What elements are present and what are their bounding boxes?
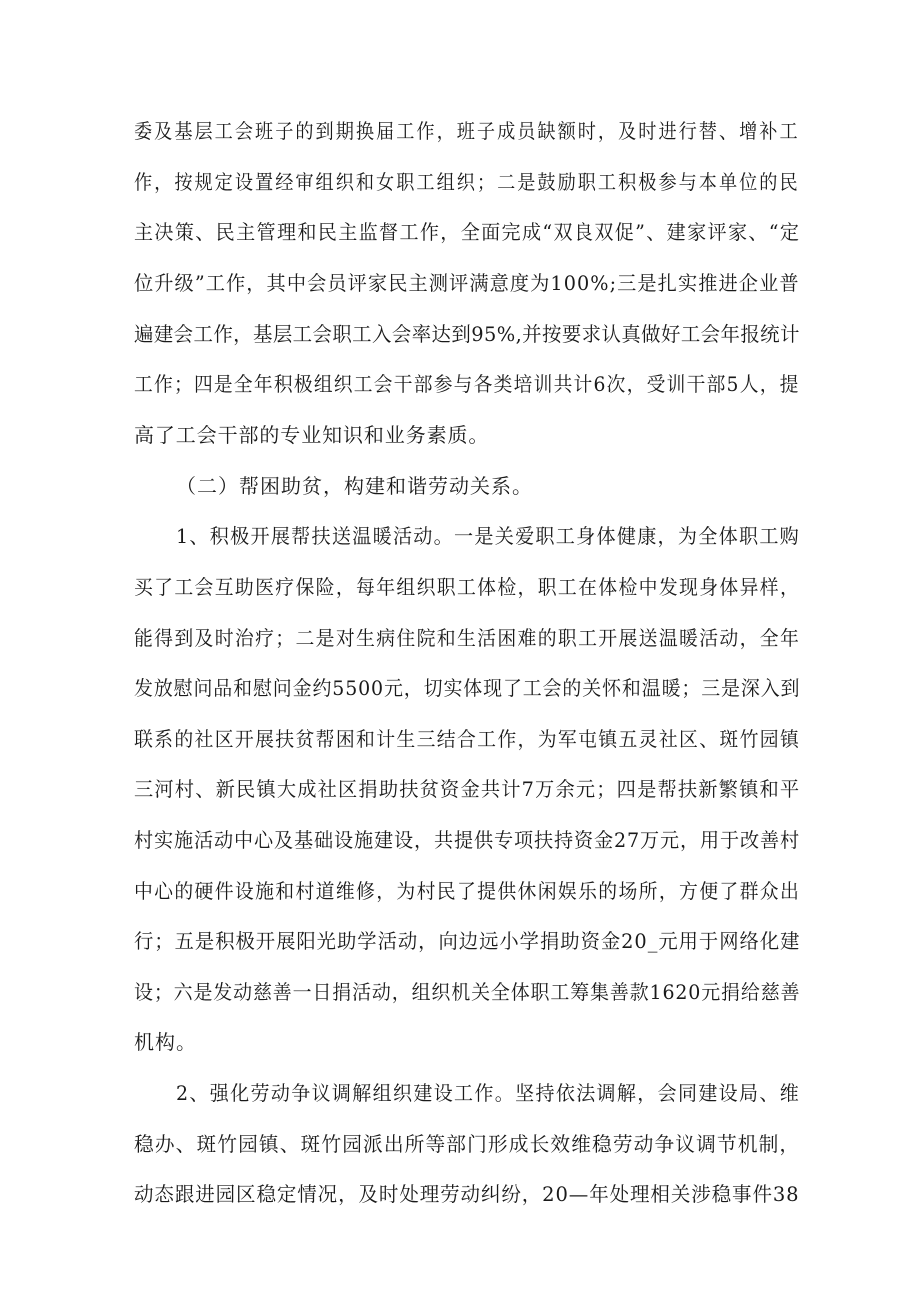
paragraph-2-line-4: 发放慰问品和慰问金约5500元，切实体现了工会的关怀和温暖；三是深入到 <box>134 676 801 700</box>
paragraph-2-line-3: 能得到及时治疗；二是对生病住院和生活困难的职工开展送温暖活动，全年 <box>134 626 801 650</box>
paragraph-3-line-1: 2、强化劳动争议调解组织建设工作。坚持依法调解，会同建设局、维 <box>176 1081 801 1105</box>
paragraph-1-line-6: 工作；四是全年积极组织工会干部参与各类培训共计6次，受训干部5人，提 <box>134 372 800 396</box>
paragraph-2-line-1: 1、积极开展帮扶送温暖活动。一是关爱职工身体健康，为全体职工购 <box>176 524 801 548</box>
paragraph-2-line-5: 联系的社区开展扶贫帮困和计生三结合工作，为军屯镇五灵社区、斑竹园镇 <box>134 727 801 751</box>
paragraph-2-line-9: 行；五是积极开展阳光助学活动，向边远小学捐助资金20_元用于网络化建 <box>134 929 801 953</box>
paragraph-3-line-2: 稳办、斑竹园镇、斑竹园派出所等部门形成长效维稳劳动争议调节机制， <box>134 1132 801 1156</box>
paragraph-3-line-3: 动态跟进园区稳定情况，及时处理劳动纠纷，20—年处理相关涉稳事件38 <box>134 1182 800 1206</box>
paragraph-2-line-11: 机构。 <box>134 1030 197 1054</box>
paragraph-2-line-10: 设；六是发动慈善一日捐活动，组织机关全体职工筹集善款1620元捐给慈善 <box>134 980 801 1004</box>
paragraph-2-line-8: 中心的硬件设施和村道维修，为村民了提供休闲娱乐的场所，方便了群众出 <box>134 879 801 903</box>
paragraph-1-line-4: 位升级”工作，其中会员评家民主测评满意度为100%;三是扎实推进企业普 <box>134 271 800 295</box>
paragraph-1-line-2: 作，按规定设置经审组织和女职工组织；二是鼓励职工积极参与本单位的民 <box>134 170 800 194</box>
paragraph-1-line-7: 高了工会干部的专业知识和业务素质。 <box>134 423 490 447</box>
paragraph-2-line-6: 三河村、新民镇大成社区捐助扶贫资金共计7万余元；四是帮扶新繁镇和平 <box>134 777 801 801</box>
paragraph-1-line-1: 委及基层工会班子的到期换届工作，班子成员缺额时，及时进行替、增补工 <box>134 119 800 143</box>
paragraph-2-line-2: 买了工会互助医疗保险，每年组织职工体检，职工在体检中发现身体异样， <box>134 575 801 599</box>
section-heading: （二）帮困助贫，构建和谐劳动关系。 <box>176 474 533 498</box>
paragraph-1-line-3: 主决策、民主管理和民主监督工作，全面完成“双良双促”、建家评家、“定 <box>134 220 801 244</box>
paragraph-2-line-7: 村实施活动中心及基础设施建设，共提供专项扶持资金27万元，用于改善村 <box>134 828 801 852</box>
paragraph-1-line-5: 遍建会工作，基层工会职工入会率达到95%,并按要求认真做好工会年报统计 <box>134 322 800 346</box>
